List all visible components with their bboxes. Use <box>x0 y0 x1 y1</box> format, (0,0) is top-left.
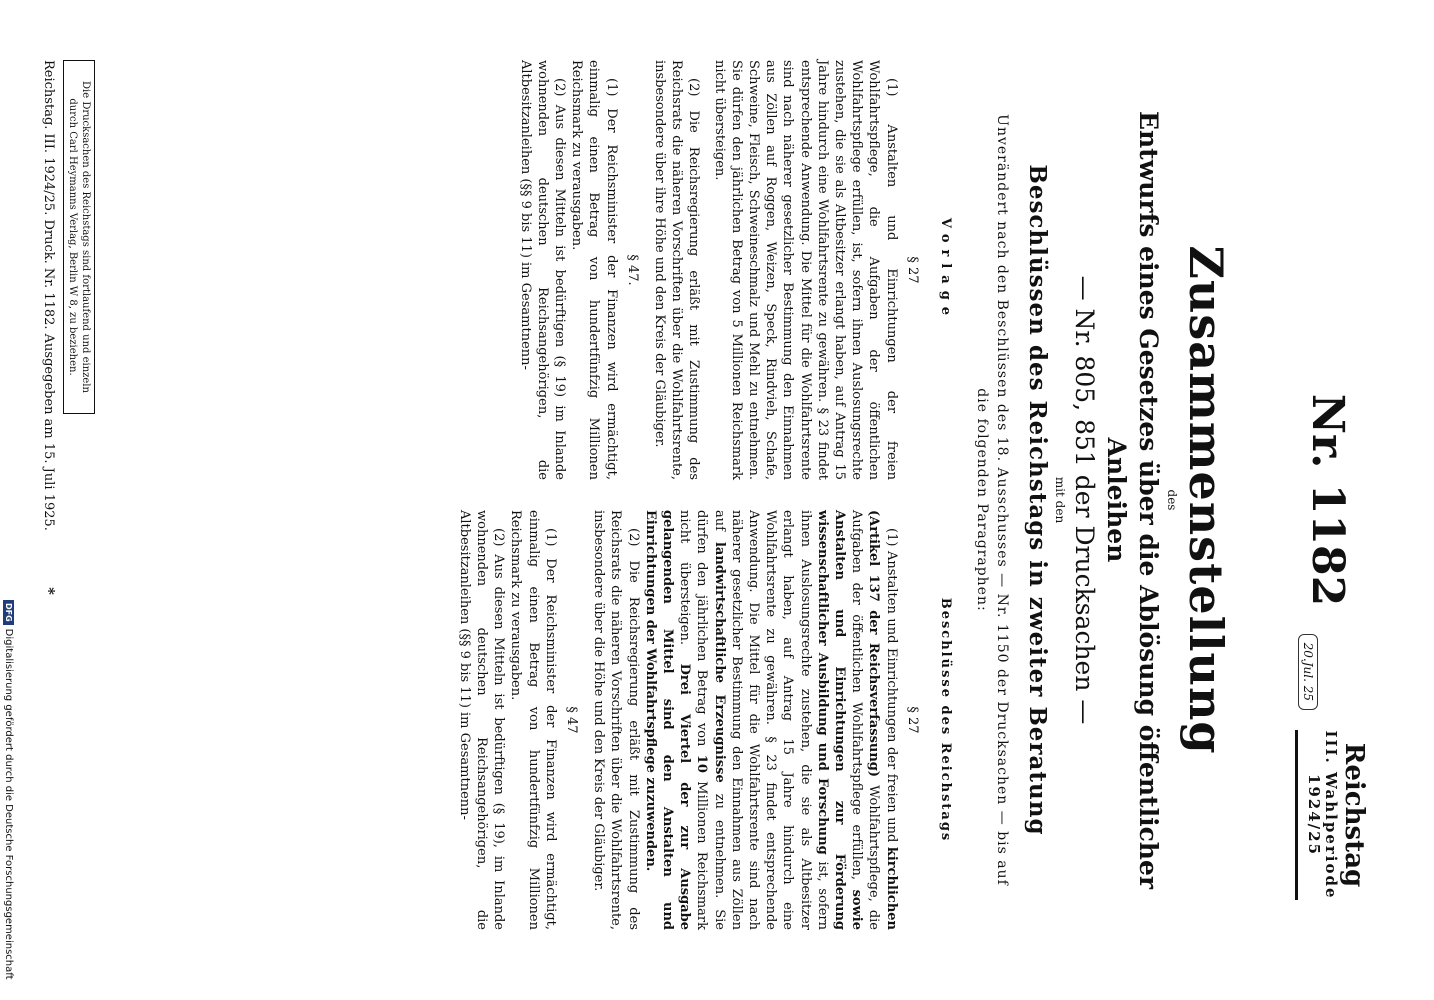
column-beschluesse <box>456 510 954 930</box>
document-title: Zusammenstellung <box>1179 245 1233 755</box>
publisher-notice: Die Drucksachen des Reichstags sind fortlaufend und einzeln durch Carl Heymanns Verlag, Berlin W 8, zu beziehen. <box>63 60 95 414</box>
document-subtitle: Entwurfs eines Gesetzes über die Ablösung öffentlicher Anleihen <box>1102 110 1163 890</box>
reichstag-label: Reichstag <box>1339 742 1369 888</box>
intro-text: Unverändert nach den Beschlüssen des 18. Ausschusses — Nr. 1150 der Drucksachen — bis auf die folgenden Paragraphen: <box>974 114 1010 886</box>
paragraph-27-heading: § 27 <box>904 256 920 284</box>
digitization-text: Digitalisierung gefördert durch die Deutsche Forschungsgemeinschaft <box>3 628 14 980</box>
wahlperiode-label: III. Wahlperiode <box>1322 730 1340 900</box>
years-label: 1924/25 <box>1305 773 1323 857</box>
date-stamp: 20.Jul. 25 <box>1298 634 1318 710</box>
paragraph-47-text-2: (2) Aus diesen Mitteln ist bedürftigen (§ 19) im Inlande wohnenden deutschen Reichsangehörigen, die Altbesitzanleihen (§§ 9 bis 11) im Gesamtnenn- <box>517 60 567 480</box>
paragraph-27-text: (1) Anstalten und Einrichtungen der freien und kirchlichen (Artikel 137 der Reichsverfassung) Wohlfahrtspflege, die Aufgaben der öffentlichen Wohlfahrtspflege erfüllen, sowie Anstalten und Einrichtungen zur Förderung wissenschaftlicher Ausbildung und Forschung ist, sofern ihnen Auslosungsrechte zustehen, die sie als Altbesitzer erlangt haben, auf Antrag 15 Jahre hindurch eine Wohlfahrtsrente zu gewähren. § 23 findet entsprechende Anwendung. Die Mittel für die Wohlfahrtsrente sind nach näherer gesetzlicher Bestimmung den Einnahmen aus Zöllen auf landwirtschaftliche Erzeugnisse zu entnehmen. Sie dürfen den jährlichen Betrag von 10 Millionen Reichsmark nicht übersteigen. Drei Viertel der zur Ausgabe gelangenden Mittel sind den Anstalten und Einrichtungen der Wohlfahrtspflege zuzuwenden. <box>642 510 899 930</box>
paragraph-27-text: (1) Anstalten und Einrichtungen der freien Wohlfahrtspflege, die Aufgaben der öffentlichen Wohlfahrtspflege erfüllen, ist, sofern ihnen Auslosungsrechte zustehen, die sie als Altbesitzer erlangt haben, auf Antrag 15 Jahre hindurch eine Wohlfahrtsrente zu gewähren. § 23 findet entsprechende Anwendung. Die Mittel für die Wohlfahrtsrente sind nach näherer gesetzlicher Bestimmung den Einnahmen aus Zöllen auf Roggen, Weizen, Speck, Rindvieh, Schafe, Schweine, Fleisch, Schweineschmalz und Mehl zu entnehmen. Sie dürfen den jährlichen Betrag von 5 Millionen Reichsmark nicht übersteigen. <box>711 60 899 480</box>
column-heading-vorlage: Vorlage <box>938 217 953 323</box>
reichstag-header <box>1295 730 1368 900</box>
paragraph-47-text: (1) Der Reichsminister der Finanzen wird ermächtigt, einmalig einen Betrag von hundertfünfzig Millionen Reichsmark zu verausgaben. <box>508 510 558 930</box>
paragraph-27-text-2: (2) Die Reichsregierung erläßt mit Zustimmung des Reichsrats die näheren Vorschriften über die Wohlfahrtsrente, insbesondere über die Höhe und den Kreis der Gläubiger. <box>591 510 641 930</box>
des-label: des <box>1165 489 1179 511</box>
header-rule <box>1295 730 1298 900</box>
beschluesse-heading: Beschlüssen des Reichstags in zweiter Beratung <box>1024 164 1051 836</box>
paragraph-47-text-2: (2) Aus diesen Mitteln ist bedürftigen (§ 19), im Inlande wohnenden deutschen Reichsangehörigen, die Altbesitzanleihen (§§ 9 bis 11) im Gesamtnenn- <box>456 510 507 930</box>
drucksachen-ref: — Nr. 805, 851 der Drucksachen — <box>1070 275 1099 725</box>
dfg-logo-icon: DFG <box>3 600 14 625</box>
paragraph-27-heading: § 27 <box>904 706 920 734</box>
digitization-note <box>3 600 14 980</box>
paragraph-47-heading: § 47. <box>624 254 640 286</box>
paragraph-47-heading: § 47 <box>563 706 579 734</box>
page-footer <box>40 60 95 940</box>
star-mark: * <box>40 587 58 595</box>
column-vorlage <box>456 60 954 480</box>
paragraph-27-text-2: (2) Die Reichsregierung erläßt mit Zustimmung des Reichsrats die näheren Vorschriften über die Wohlfahrtsrente, insbesondere über ihre Höhe und den Kreis der Gläubiger. <box>651 60 702 480</box>
page-header <box>1236 60 1376 940</box>
paragraph-47-text: (1) Der Reichsminister der Finanzen wird ermächtigt, einmalig einen Betrag von hundertfünfzig Millionen Reichsmark zu verausgaben. <box>569 60 619 480</box>
comparison-columns <box>456 60 954 940</box>
document-number: Nr. 1182 <box>1302 393 1353 607</box>
print-info: Reichstag. III. 1924/25. Druck. Nr. 1182. Ausgegeben am 15. Juli 1925. <box>41 60 56 531</box>
column-heading-beschluesse: Beschlüsse des Reichstags <box>938 597 953 843</box>
mit-den-label: mit den <box>1053 476 1067 524</box>
